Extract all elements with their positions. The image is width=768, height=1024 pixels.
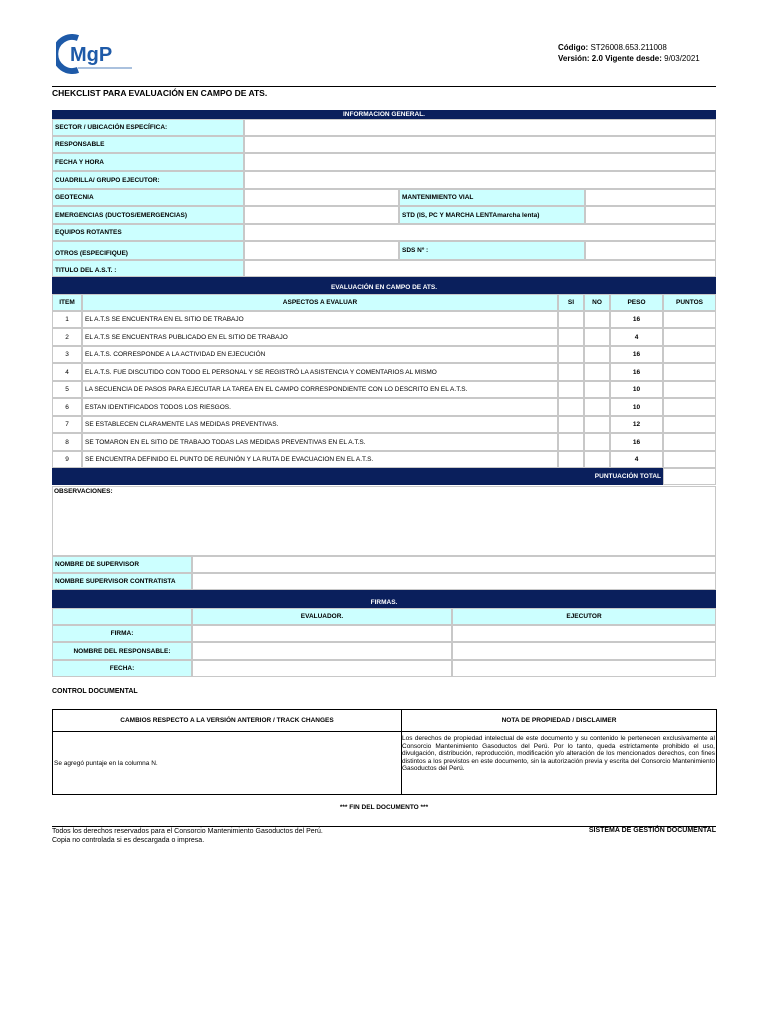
sds-label: SDS Nº : — [399, 241, 585, 260]
supervisor-label: NOMBRE DE SUPERVISOR — [52, 556, 192, 573]
page-title: CHEKCLIST PARA EVALUACIÓN EN CAMPO DE ATS. — [52, 88, 268, 98]
disclaimer-text: Los derechos de propiedad intelectual de este documento y su contenido le pertenecen exclusivamente al Consorcio Mantenimiento Gasoductos del Perú. Por lo tanto, queda estrictamente prohibido el uso, divulgación, distribución, reproducción, modificación y/o alteración de los mencionados derechos, con fines distintos a los previstos en este documento, sin la autorización previa y escrita del Consorcio Mantenimiento Gasoductos del Perú. — [402, 735, 715, 773]
fecha-hora-label: FECHA Y HORA — [52, 153, 244, 171]
no-checkbox[interactable] — [584, 451, 610, 468]
peso-value: 12 — [610, 416, 663, 433]
firmas-heading: FIRMAS. — [52, 590, 716, 608]
evaluador-nombre-field[interactable] — [192, 642, 452, 660]
titulo-field[interactable] — [244, 260, 716, 277]
supervisor-contratista-label: NOMBRE SUPERVISOR CONTRATISTA — [52, 573, 192, 590]
si-checkbox[interactable] — [558, 398, 584, 416]
ejecutor-nombre-field[interactable] — [452, 642, 716, 660]
puntos-field[interactable] — [663, 346, 716, 363]
no-checkbox[interactable] — [584, 398, 610, 416]
end-of-document: *** FIN DEL DOCUMENTO *** — [339, 804, 429, 811]
mantenimiento-label: MANTENIMIENTO VIAL — [399, 189, 585, 206]
aspect-text: EL A.T.S. CORRESPONDE A LA ACTIVIDAD EN EJECUCIÓN — [82, 346, 558, 363]
control-documental-title: CONTROL DOCUMENTAL — [52, 688, 138, 695]
peso-value: 16 — [610, 311, 663, 328]
aspect-text: SE TOMARON EN EL SITIO DE TRABAJO TODAS LAS MEDIDAS PREVENTIVAS EN EL A.T.S. — [82, 433, 558, 451]
aspect-text: ESTAN IDENTIFICADOS TODOS LOS RIESGOS. — [82, 398, 558, 416]
peso-value: 16 — [610, 363, 663, 381]
puntos-field[interactable] — [663, 416, 716, 433]
puntos-field[interactable] — [663, 433, 716, 451]
evaluador-header: EVALUADOR. — [192, 608, 452, 625]
emergencias-label: EMERGENCIAS (DUCTOS/EMERGENCIAS) — [52, 206, 244, 224]
aspect-text: EL A.T.S SE ENCUENTRA EN EL SITIO DE TRABAJO — [82, 311, 558, 328]
mgp-logo — [56, 34, 140, 74]
col-item-header: ITEM — [52, 294, 82, 311]
equipos-label: EQUIPOS ROTANTES — [52, 224, 244, 241]
si-checkbox[interactable] — [558, 416, 584, 433]
item-number: 2 — [52, 328, 82, 346]
observaciones-box[interactable] — [52, 486, 716, 556]
nombre-responsable-label: NOMBRE DEL RESPONSABLE: — [52, 642, 192, 660]
si-checkbox[interactable] — [558, 433, 584, 451]
no-checkbox[interactable] — [584, 433, 610, 451]
item-number: 7 — [52, 416, 82, 433]
geotecnia-field[interactable] — [244, 189, 399, 206]
puntos-field[interactable] — [663, 451, 716, 468]
fecha-hora-field[interactable] — [244, 153, 716, 171]
no-checkbox[interactable] — [584, 416, 610, 433]
si-checkbox[interactable] — [558, 328, 584, 346]
peso-value: 10 — [610, 381, 663, 398]
supervisor-contratista-field[interactable] — [192, 573, 716, 590]
responsable-label: RESPONSABLE — [52, 136, 244, 153]
firmas-corner — [52, 608, 192, 625]
changes-text: Se agregó puntaje en la columna N. — [54, 759, 158, 767]
ejecutor-firma-field[interactable] — [452, 625, 716, 642]
control-documental-table — [52, 709, 717, 795]
changes-header: CAMBIOS RESPECTO A LA VERSIÓN ANTERIOR / TRACK CHANGES — [53, 710, 401, 732]
general-info-heading: INFORMACION GENERAL. — [52, 110, 716, 119]
item-number: 5 — [52, 381, 82, 398]
si-checkbox[interactable] — [558, 381, 584, 398]
footer-rights: Todos los derechos reservados para el Consorcio Mantenimiento Gasoductos del Perú. Copia no controlada si es descargada o impresa. — [52, 828, 323, 844]
cuadrilla-field[interactable] — [244, 171, 716, 189]
observaciones-label: OBSERVACIONES: — [54, 488, 113, 495]
svg-text:MgP: MgP — [70, 44, 113, 66]
std-field[interactable] — [585, 206, 716, 224]
no-checkbox[interactable] — [584, 363, 610, 381]
item-number: 1 — [52, 311, 82, 328]
puntos-field[interactable] — [663, 311, 716, 328]
peso-value: 16 — [610, 433, 663, 451]
ejecutor-fecha-field[interactable] — [452, 660, 716, 677]
col-aspectos-header: ASPECTOS A EVALUAR — [82, 294, 558, 311]
otros-field[interactable] — [244, 241, 399, 260]
fecha-label: FECHA: — [52, 660, 192, 677]
evaluation-heading: EVALUACIÓN EN CAMPO DE ATS. — [52, 277, 716, 294]
aspect-text: LA SECUENCIA DE PASOS PARA EJECUTAR LA TAREA EN EL CAMPO CORRESPONDIENTE CON LO DESCRITO EN EL A.T.S. — [82, 381, 558, 398]
cuadrilla-label: CUADRILLA/ GRUPO EJECUTOR: — [52, 171, 244, 189]
disclaimer-header: NOTA DE PROPIEDAD / DISCLAIMER — [402, 710, 716, 732]
footer-system: SISTEMA DE GESTIÓN DOCUMENTAL — [588, 827, 716, 834]
std-label: STD (IS, PC Y MARCHA LENTAmarcha lenta) — [399, 206, 585, 224]
no-checkbox[interactable] — [584, 346, 610, 363]
col-no-header: NO — [584, 294, 610, 311]
responsable-field[interactable] — [244, 136, 716, 153]
otros-label: OTROS (ESPECIFIQUE) — [52, 241, 244, 260]
version-date: 9/03/2021 — [664, 54, 700, 63]
titulo-label: TITULO DEL A.S.T. : — [52, 260, 244, 277]
equipos-field[interactable] — [244, 224, 716, 241]
mantenimiento-field[interactable] — [585, 189, 716, 206]
sds-field[interactable] — [585, 241, 716, 260]
ejecutor-header: EJECUTOR — [452, 608, 716, 625]
emergencias-field[interactable] — [244, 206, 399, 224]
aspect-text: EL A.T.S. FUE DISCUTIDO CON TODO EL PERSONAL Y SE REGISTRÓ LA ASISTENCIA Y COMENTARIOS AL MISMO — [82, 363, 558, 381]
item-number: 6 — [52, 398, 82, 416]
peso-value: 4 — [610, 451, 663, 468]
col-peso-header: PESO — [610, 294, 663, 311]
peso-value: 10 — [610, 398, 663, 416]
si-checkbox[interactable] — [558, 346, 584, 363]
sector-label: SECTOR / UBICACIÓN ESPECÍFICA: — [52, 119, 244, 136]
document-code: ST26008.653.211008 — [590, 43, 667, 52]
si-checkbox[interactable] — [558, 363, 584, 381]
evaluador-firma-field[interactable] — [192, 625, 452, 642]
sector-field[interactable] — [244, 119, 716, 136]
no-checkbox[interactable] — [584, 311, 610, 328]
puntos-field[interactable] — [663, 328, 716, 346]
item-number: 9 — [52, 451, 82, 468]
puntos-field[interactable] — [663, 398, 716, 416]
aspect-text: SE ENCUENTRA DEFINIDO EL PUNTO DE REUNIÓN Y LA RUTA DE EVACUACION EN EL A.T.S. — [82, 451, 558, 468]
header-divider — [52, 86, 716, 87]
item-number: 3 — [52, 346, 82, 363]
total-value-field[interactable] — [663, 468, 716, 485]
firma-label: FIRMA: — [52, 625, 192, 642]
puntos-field[interactable] — [663, 363, 716, 381]
aspect-text: SE ESTABLECEN CLARAMENTE LAS MEDIDAS PREVENTIVAS. — [82, 416, 558, 433]
col-si-header: SI — [558, 294, 584, 311]
total-label: PUNTUACIÓN TOTAL — [52, 468, 663, 485]
no-checkbox[interactable] — [584, 381, 610, 398]
supervisor-field[interactable] — [192, 556, 716, 573]
evaluador-fecha-field[interactable] — [192, 660, 452, 677]
item-number: 8 — [52, 433, 82, 451]
peso-value: 4 — [610, 328, 663, 346]
si-checkbox[interactable] — [558, 311, 584, 328]
col-puntos-header: PUNTOS — [663, 294, 716, 311]
puntos-field[interactable] — [663, 381, 716, 398]
peso-value: 16 — [610, 346, 663, 363]
si-checkbox[interactable] — [558, 451, 584, 468]
no-checkbox[interactable] — [584, 328, 610, 346]
aspect-text: EL A.T.S SE ENCUENTRAS PUBLICADO EN EL SITIO DE TRABAJO — [82, 328, 558, 346]
document-code-block: Código: ST26008.653.211008 Versión: 2.0 Vigente desde: 9/03/2021 — [558, 43, 700, 63]
geotecnia-label: GEOTECNIA — [52, 189, 244, 206]
item-number: 4 — [52, 363, 82, 381]
